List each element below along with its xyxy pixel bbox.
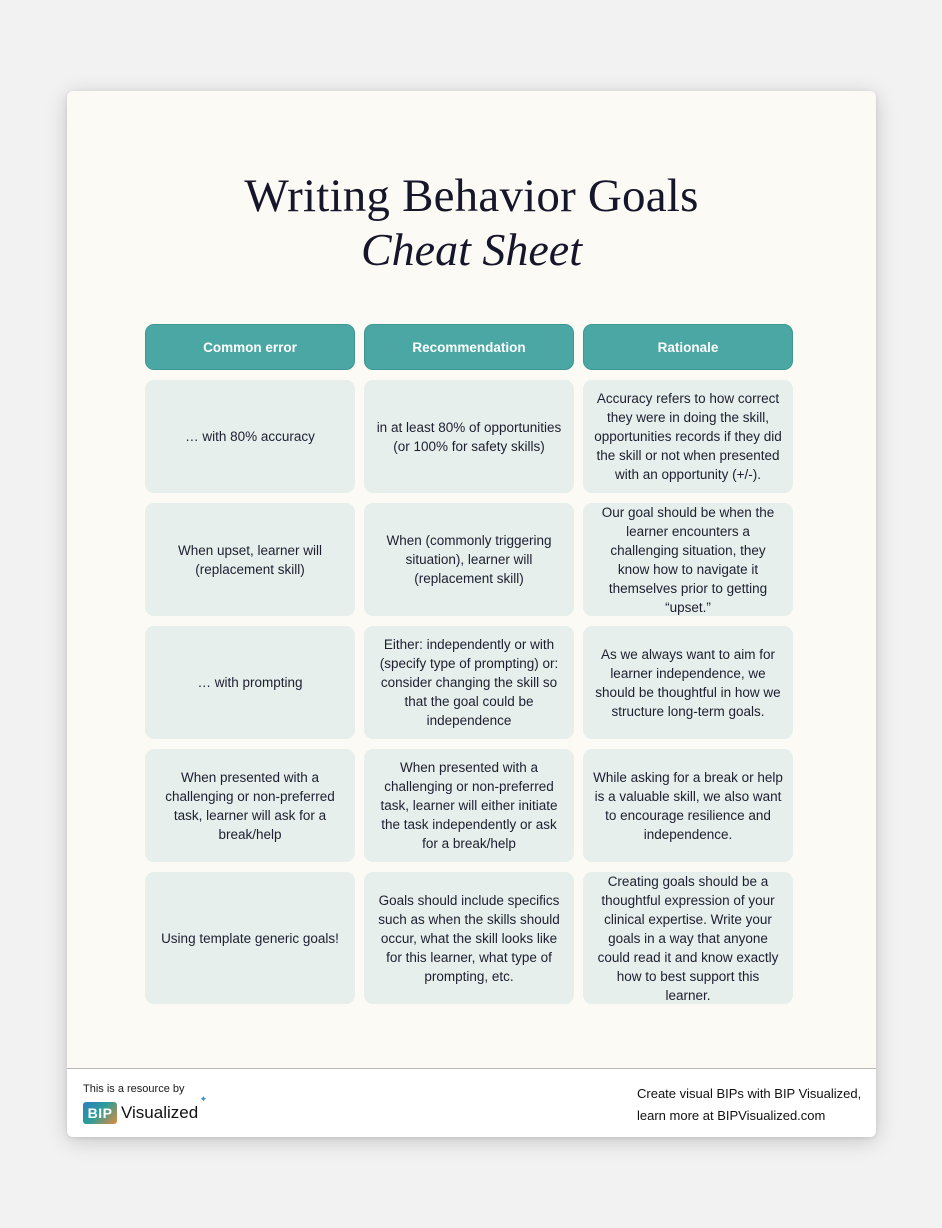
- row5-recommendation: Goals should include specifics such as when the skills should occur, what the skill looks like for this learner, what type of prompting, etc.: [364, 872, 574, 1004]
- row3-common-error: … with prompting: [145, 626, 355, 739]
- logo-badge: BIP: [83, 1102, 117, 1124]
- row1-recommendation: in at least 80% of opportunities (or 100% for safety skills): [364, 380, 574, 493]
- sparkle-icon: ✦: [199, 1094, 208, 1104]
- header-recommendation: Recommendation: [364, 324, 574, 370]
- promo-line-1: Create visual BIPs with BIP Visualized,: [637, 1086, 862, 1101]
- row5-common-error: Using template generic goals!: [145, 872, 355, 1004]
- page-title: [67, 169, 876, 277]
- row2-common-error: When upset, learner will (replacement skill): [145, 503, 355, 616]
- promo-text: [637, 1083, 872, 1127]
- bip-visualized-logo[interactable]: [83, 1094, 208, 1125]
- footer: [67, 1068, 876, 1137]
- header-rationale: Rationale: [583, 324, 793, 370]
- row4-recommendation: When presented with a challenging or non-preferred task, learner will either initiate the task independently or ask for a break/help: [364, 749, 574, 862]
- row4-rationale: While asking for a break or help is a valuable skill, we also want to encourage resilience and independence.: [583, 749, 793, 862]
- row3-rationale: As we always want to aim for learner independence, we should be thoughtful in how we structure long-term goals.: [583, 626, 793, 739]
- promo-link[interactable]: learn more at BIPVisualized.com: [637, 1108, 826, 1123]
- row2-rationale: Our goal should be when the learner encounters a challenging situation, they know how to navigate it themselves prior to getting “upset.”: [583, 503, 793, 616]
- row2-recommendation: When (commonly triggering situation), learner will (replacement skill): [364, 503, 574, 616]
- row1-rationale: Accuracy refers to how correct they were in doing the skill, opportunities records if they did the skill or not when presented with an opportunity (+/-).: [583, 380, 793, 493]
- row1-common-error: … with 80% accuracy: [145, 380, 355, 493]
- row4-common-error: When presented with a challenging or non-preferred task, learner will ask for a break/help: [145, 749, 355, 862]
- logo-wordmark: [121, 1094, 208, 1123]
- cheat-sheet-card: [67, 91, 876, 1137]
- title-main: Writing Behavior Goals: [244, 170, 699, 222]
- header-common-error: Common error: [145, 324, 355, 370]
- row5-rationale: Creating goals should be a thoughtful expression of your clinical expertise. Write your goals in a way that anyone could read it and know exactly how to best support this learner.: [583, 872, 793, 1004]
- title-subtitle: Cheat Sheet: [361, 224, 582, 275]
- resource-label: This is a resource by: [83, 1083, 185, 1095]
- goals-table: [145, 324, 793, 1014]
- row3-recommendation: Either: independently or with (specify type of prompting) or: consider changing the skill so that the goal could be independence: [364, 626, 574, 739]
- logo-wordmark-text: Visualized: [121, 1103, 199, 1122]
